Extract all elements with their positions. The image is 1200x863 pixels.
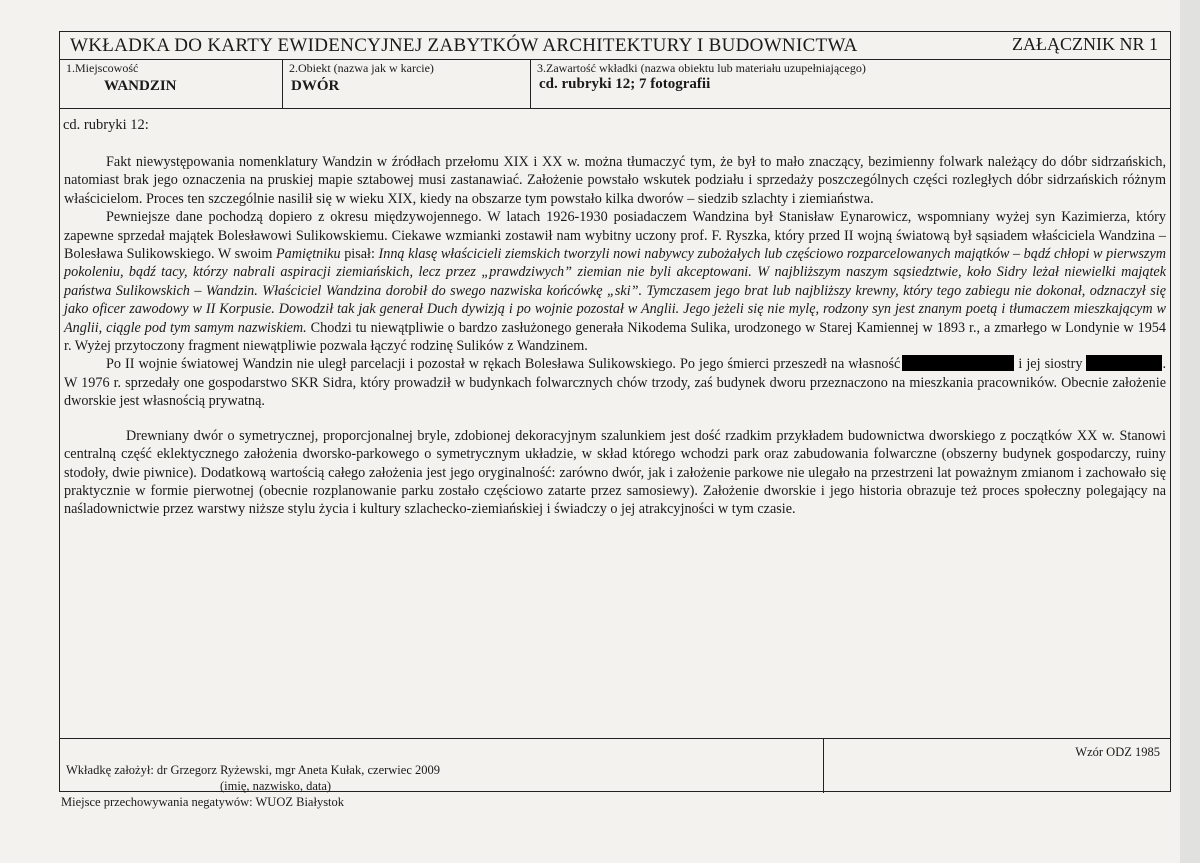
memoir-quote: Inną klasę właścicieli ziemskich tworzyli nowi nabywcy zubożałych lub częściowo rozparcelowanych majątków – bądź chłopi w pierwszym pokoleniu, bądź tacy, którzy nabrali aspiracji ziemiańskich, lecz przez „prawdziwych” ziemian nie byli akceptowani. W najbliższym naszym sąsiedztwie, koło Sidry leżał niewielki majątek państwa Sulikowskich – Wandzin. Właściciel Wandzina dorobił do swego nazwiska końcówkę „ski”. Tymczasem jego brat lub najbliższy krewny, który tego zabiegu nie dokonał, odznaczył się jako oficer zawodowy w II Korpusie. Dowodził tak jak generał Duch dywizją i po wojnie pozostał w Anglii. Jego jeżeli się nie mylę, rodzony syn jest znanym poetą i tłumaczem mieszkającym w Anglii, ciągle pod tym samym nazwiskiem.: [64, 246, 1166, 336]
footer-author-cell: [60, 739, 824, 793]
contents-label: 3.Zawartość wkładki (nazwa obiektu lub materiału uzupełniającego): [537, 61, 866, 75]
body-text: [64, 153, 1166, 519]
paragraph-2-part-b: pisał:: [340, 246, 379, 263]
body-area: [60, 109, 1170, 739]
metadata-row: [60, 60, 1170, 109]
paragraph-1: Fakt niewystępowania nomenklatury Wandzin w źródłach przełomu XIX i XX w. można tłumaczyć tym, że był to mało znaczący, bezimienny folwark należący do dóbr sidrzańskich, natomiast brak jego oznaczenia na pruskiej mapie sztabowej musi zastanawiać. Założenie powstało wskutek podziału i sprzedaży poszczególnych części rozległych dóbr sidrzańskich różnym właścicielom. Proces ten szczególnie nasilił się w wieku XIX, kiedy na obszarze tym powstało kilka dworów – siedzib szlachty i ziemiaństwa.: [64, 154, 1166, 207]
pattern-label: Wzór ODZ 1985: [1075, 745, 1160, 759]
paragraph-2: [64, 208, 1166, 355]
locality-cell: [60, 60, 283, 108]
redaction-box: [902, 355, 1014, 371]
record-sheet: [59, 31, 1171, 792]
section-caption: cd. rubryki 12:: [63, 117, 149, 133]
paragraph-3: [64, 355, 1166, 410]
footer-row: [60, 739, 1170, 793]
paragraph-3-part-c: . W 1976 r. sprzedały one gospodarstwo SKR Sidra, który prowadził w budynkach folwarcznych chów trzody, zaś budynek dworu przeznaczono na mieszkania pracowników. Obecnie założenie dworskie jest własnością prywatną.: [64, 356, 1167, 410]
redaction-box: [1086, 355, 1162, 371]
author-hint: (imię, nazwisko, data): [220, 779, 332, 793]
paragraph-3-part-b: i jej siostry: [1018, 356, 1083, 373]
scan-edge-shadow: [1180, 0, 1200, 863]
locality-value: WANDZIN: [104, 78, 177, 94]
author-line: Wkładkę założył: dr Grzegorz Ryżewski, mgr Aneta Kułak, czerwiec 2009: [66, 763, 441, 777]
paragraph-4: Drewniany dwór o symetrycznej, proporcjonalnej bryle, zdobionej dekoracyjnym szalunkiem jest dość rzadkim przykładem budownictwa dworskiego z początków XX w. Stanowi centralną część eklektycznego założenia dworsko-parkowego o symetrycznym układzie, w skład którego wchodzi park oraz zabudowania folwarczne (obszerny budynek gospodarczy, ruiny stodoły, dwie piwnice). Dodatkową wartością całego założenia jest jego oryginalność: zarówno dwór, jak i założenie parkowe nie ulegało na przestrzeni lat poważnym zmianom i zachowało się praktycznie w formie pierwotnej (obecnie rozplanowanie parku zostało częściowo zatarte przez samosiewy). Założenie dworskie i jego historia obrazuje też proces społeczny polegający na naśladownictwie przez warstwy niższe stylu życia i kultury szlachecko-ziemiańskiej i świadczy o jej atrakcyjności w tym czasie.: [64, 427, 1166, 518]
locality-label: 1.Miejscowość: [66, 61, 139, 75]
annex-number: ZAŁĄCZNIK NR 1: [1012, 34, 1158, 54]
document-title: WKŁADKA DO KARTY EWIDENCYJNEJ ZABYTKÓW ARCHITEKTURY I BUDOWNICTWA: [70, 35, 858, 56]
object-label: 2.Obiekt (nazwa jak w karcie): [289, 61, 434, 75]
memoir-title: Pamiętniku: [276, 246, 341, 263]
contents-cell: [531, 60, 1170, 108]
paragraph-3-part-a: Po II wojnie światowej Wandzin nie uległ parcelacji i pozostał w rękach Bolesława Sulikowskiego. Po jego śmierci przeszedł na własność: [106, 356, 901, 373]
contents-value: cd. rubryki 12; 7 fotografii: [539, 76, 711, 92]
paragraph-2-part-a: Pewniejsze dane pochodzą dopiero z okresu międzywojennego. W latach 1926-1930 posiadaczem Wandzina był Stanisław Eynarowicz, wspomniany wyżej syn Kazimierza, który zapewne sprzedał majątek Bolesławowi Sulikowskiemu. Ciekawe wzmianki zostawił nam wybitny uczony prof. F. Ryszka, który przed II wojną światową był sąsiadem właściciela Wandzina – Bolesława Sulikowskiego. W swoim: [64, 209, 1166, 263]
header-row: [60, 32, 1170, 60]
object-value: DWÓR: [291, 78, 340, 94]
negatives-location: Miejsce przechowywania negatywów: WUOZ Białystok: [61, 795, 345, 809]
object-cell: [283, 60, 531, 108]
paragraph-2-part-c: Chodzi tu niewątpliwie o bardzo zasłużonego generała Nikodema Sulika, urodzonego w Starej Kamiennej w 1893 r., a zmarłego w Londynie w 1954 r. Wyżej przytoczony fragment niewątpliwie pozwala łączyć rodzinę Sulików z Wandzinem.: [64, 319, 1166, 355]
